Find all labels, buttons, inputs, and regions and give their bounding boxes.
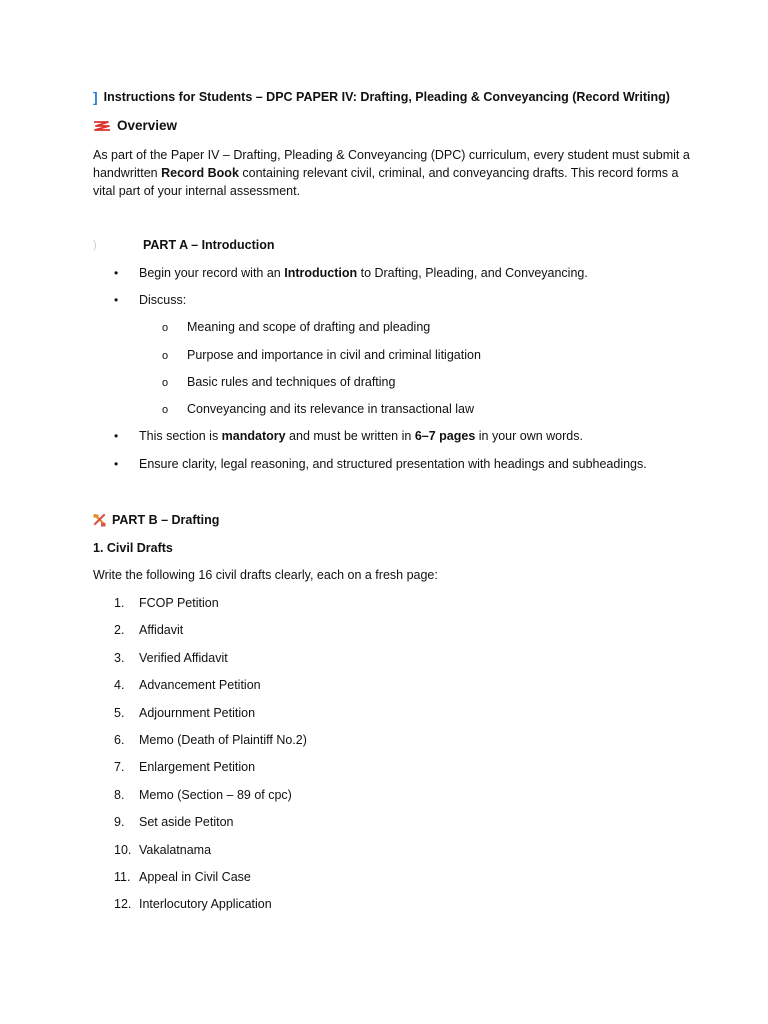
sub-bullet-text: Meaning and scope of drafting and pleading bbox=[187, 320, 431, 334]
list-item bbox=[114, 266, 588, 280]
document-title bbox=[93, 89, 670, 105]
part-a-heading-text: PART A – Introduction bbox=[143, 238, 275, 252]
list-item bbox=[114, 293, 186, 307]
bullet-text: Begin your record with an Introduction to Drafting, Pleading, and Conveyancing. bbox=[139, 266, 588, 280]
item-label: Interlocutory Application bbox=[139, 897, 272, 912]
numbered-list-item bbox=[114, 788, 292, 802]
item-number: 11. bbox=[114, 870, 131, 884]
document-title-text: Instructions for Students – DPC PAPER IV: Drafting, Pleading & Conveyancing (Record Writing) bbox=[103, 90, 670, 104]
paren-icon: ) bbox=[93, 239, 97, 251]
overview-paragraph bbox=[93, 146, 693, 200]
part-b-heading-text: PART B – Drafting bbox=[112, 513, 220, 527]
item-number: 9. bbox=[114, 815, 125, 830]
sub-list-item bbox=[162, 348, 481, 362]
civil-drafts-heading: 1. Civil Drafts bbox=[93, 541, 173, 555]
bullet-text: Discuss: bbox=[139, 293, 187, 307]
item-label: FCOP Petition bbox=[139, 596, 219, 610]
overview-heading bbox=[93, 118, 177, 133]
item-number: 5. bbox=[114, 705, 125, 720]
item-label: Memo (Section – 89 of cpc) bbox=[139, 787, 292, 802]
bullet-glyph: • bbox=[114, 457, 119, 471]
numbered-list-item bbox=[114, 843, 211, 857]
numbered-list-item bbox=[114, 596, 219, 610]
overview-heading-text: Overview bbox=[117, 118, 178, 133]
numbered-list-item bbox=[114, 733, 307, 747]
overview-text-1: As part of the Paper IV – Drafting, Pleading & Conveyancing (DPC) curriculum, every student must submit a handwritten bbox=[93, 148, 690, 180]
numbered-list-item bbox=[114, 623, 183, 637]
list-item bbox=[114, 457, 647, 471]
bullet-glyph: • bbox=[114, 429, 119, 443]
item-label: Appeal in Civil Case bbox=[139, 870, 251, 884]
numbered-list-item bbox=[114, 760, 255, 774]
sub-bullet-glyph: o bbox=[162, 322, 169, 334]
numbered-list-item bbox=[114, 897, 272, 911]
sub-list-item bbox=[162, 320, 430, 334]
sub-bullet-glyph: o bbox=[162, 377, 169, 389]
hammer-wrench-icon bbox=[93, 514, 106, 527]
sub-bullet-glyph: o bbox=[162, 350, 169, 362]
bullet-text: Ensure clarity, legal reasoning, and structured presentation with headings and subheadings. bbox=[139, 457, 647, 471]
sub-bullet-text: Purpose and importance in civil and criminal litigation bbox=[187, 348, 481, 362]
item-label: Set aside Petiton bbox=[139, 815, 234, 830]
item-number: 7. bbox=[114, 760, 125, 775]
civil-drafts-intro: Write the following 16 civil drafts clearly, each on a fresh page: bbox=[93, 568, 438, 582]
overview-text-2: containing relevant civil, criminal, and conveyancing drafts. This record forms a vital part of your internal assessment. bbox=[93, 166, 679, 198]
sub-bullet-glyph: o bbox=[162, 404, 169, 416]
bracket-icon: ] bbox=[93, 89, 98, 105]
list-item bbox=[114, 429, 583, 443]
part-a-heading bbox=[93, 238, 274, 252]
numbered-list-item bbox=[114, 651, 228, 665]
sub-bullet-text: Conveyancing and its relevance in transactional law bbox=[187, 402, 474, 416]
item-label: Advancement Petition bbox=[139, 678, 261, 693]
item-number: 2. bbox=[114, 623, 125, 638]
sub-list-item bbox=[162, 375, 395, 389]
numbered-list-item bbox=[114, 678, 261, 692]
bullet-glyph: • bbox=[114, 293, 119, 307]
zigzag-icon bbox=[93, 120, 111, 132]
item-label: Affidavit bbox=[139, 623, 184, 638]
sub-list-item bbox=[162, 402, 474, 416]
part-b-heading bbox=[93, 513, 219, 527]
numbered-list-item bbox=[114, 815, 234, 829]
item-label: Memo (Death of Plaintiff No.2) bbox=[139, 733, 307, 747]
item-number: 3. bbox=[114, 650, 125, 665]
item-number: 1. bbox=[114, 596, 125, 610]
item-label: Adjournment Petition bbox=[139, 705, 256, 720]
item-number: 12. bbox=[114, 897, 132, 912]
item-number: 8. bbox=[114, 787, 125, 802]
item-number: 10. bbox=[114, 842, 132, 857]
item-label: Vakalatnama bbox=[139, 842, 212, 857]
item-label: Verified Affidavit bbox=[139, 650, 228, 665]
item-number: 4. bbox=[114, 678, 125, 693]
bullet-text: This section is mandatory and must be written in 6–7 pages in your own words. bbox=[139, 429, 583, 443]
numbered-list-item bbox=[114, 706, 255, 720]
item-number: 6. bbox=[114, 733, 125, 747]
bullet-glyph: • bbox=[114, 266, 119, 280]
item-label: Enlargement Petition bbox=[139, 760, 256, 775]
overview-text-bold: Record Book bbox=[161, 166, 239, 180]
sub-bullet-text: Basic rules and techniques of drafting bbox=[187, 375, 396, 389]
numbered-list-item bbox=[114, 870, 251, 884]
